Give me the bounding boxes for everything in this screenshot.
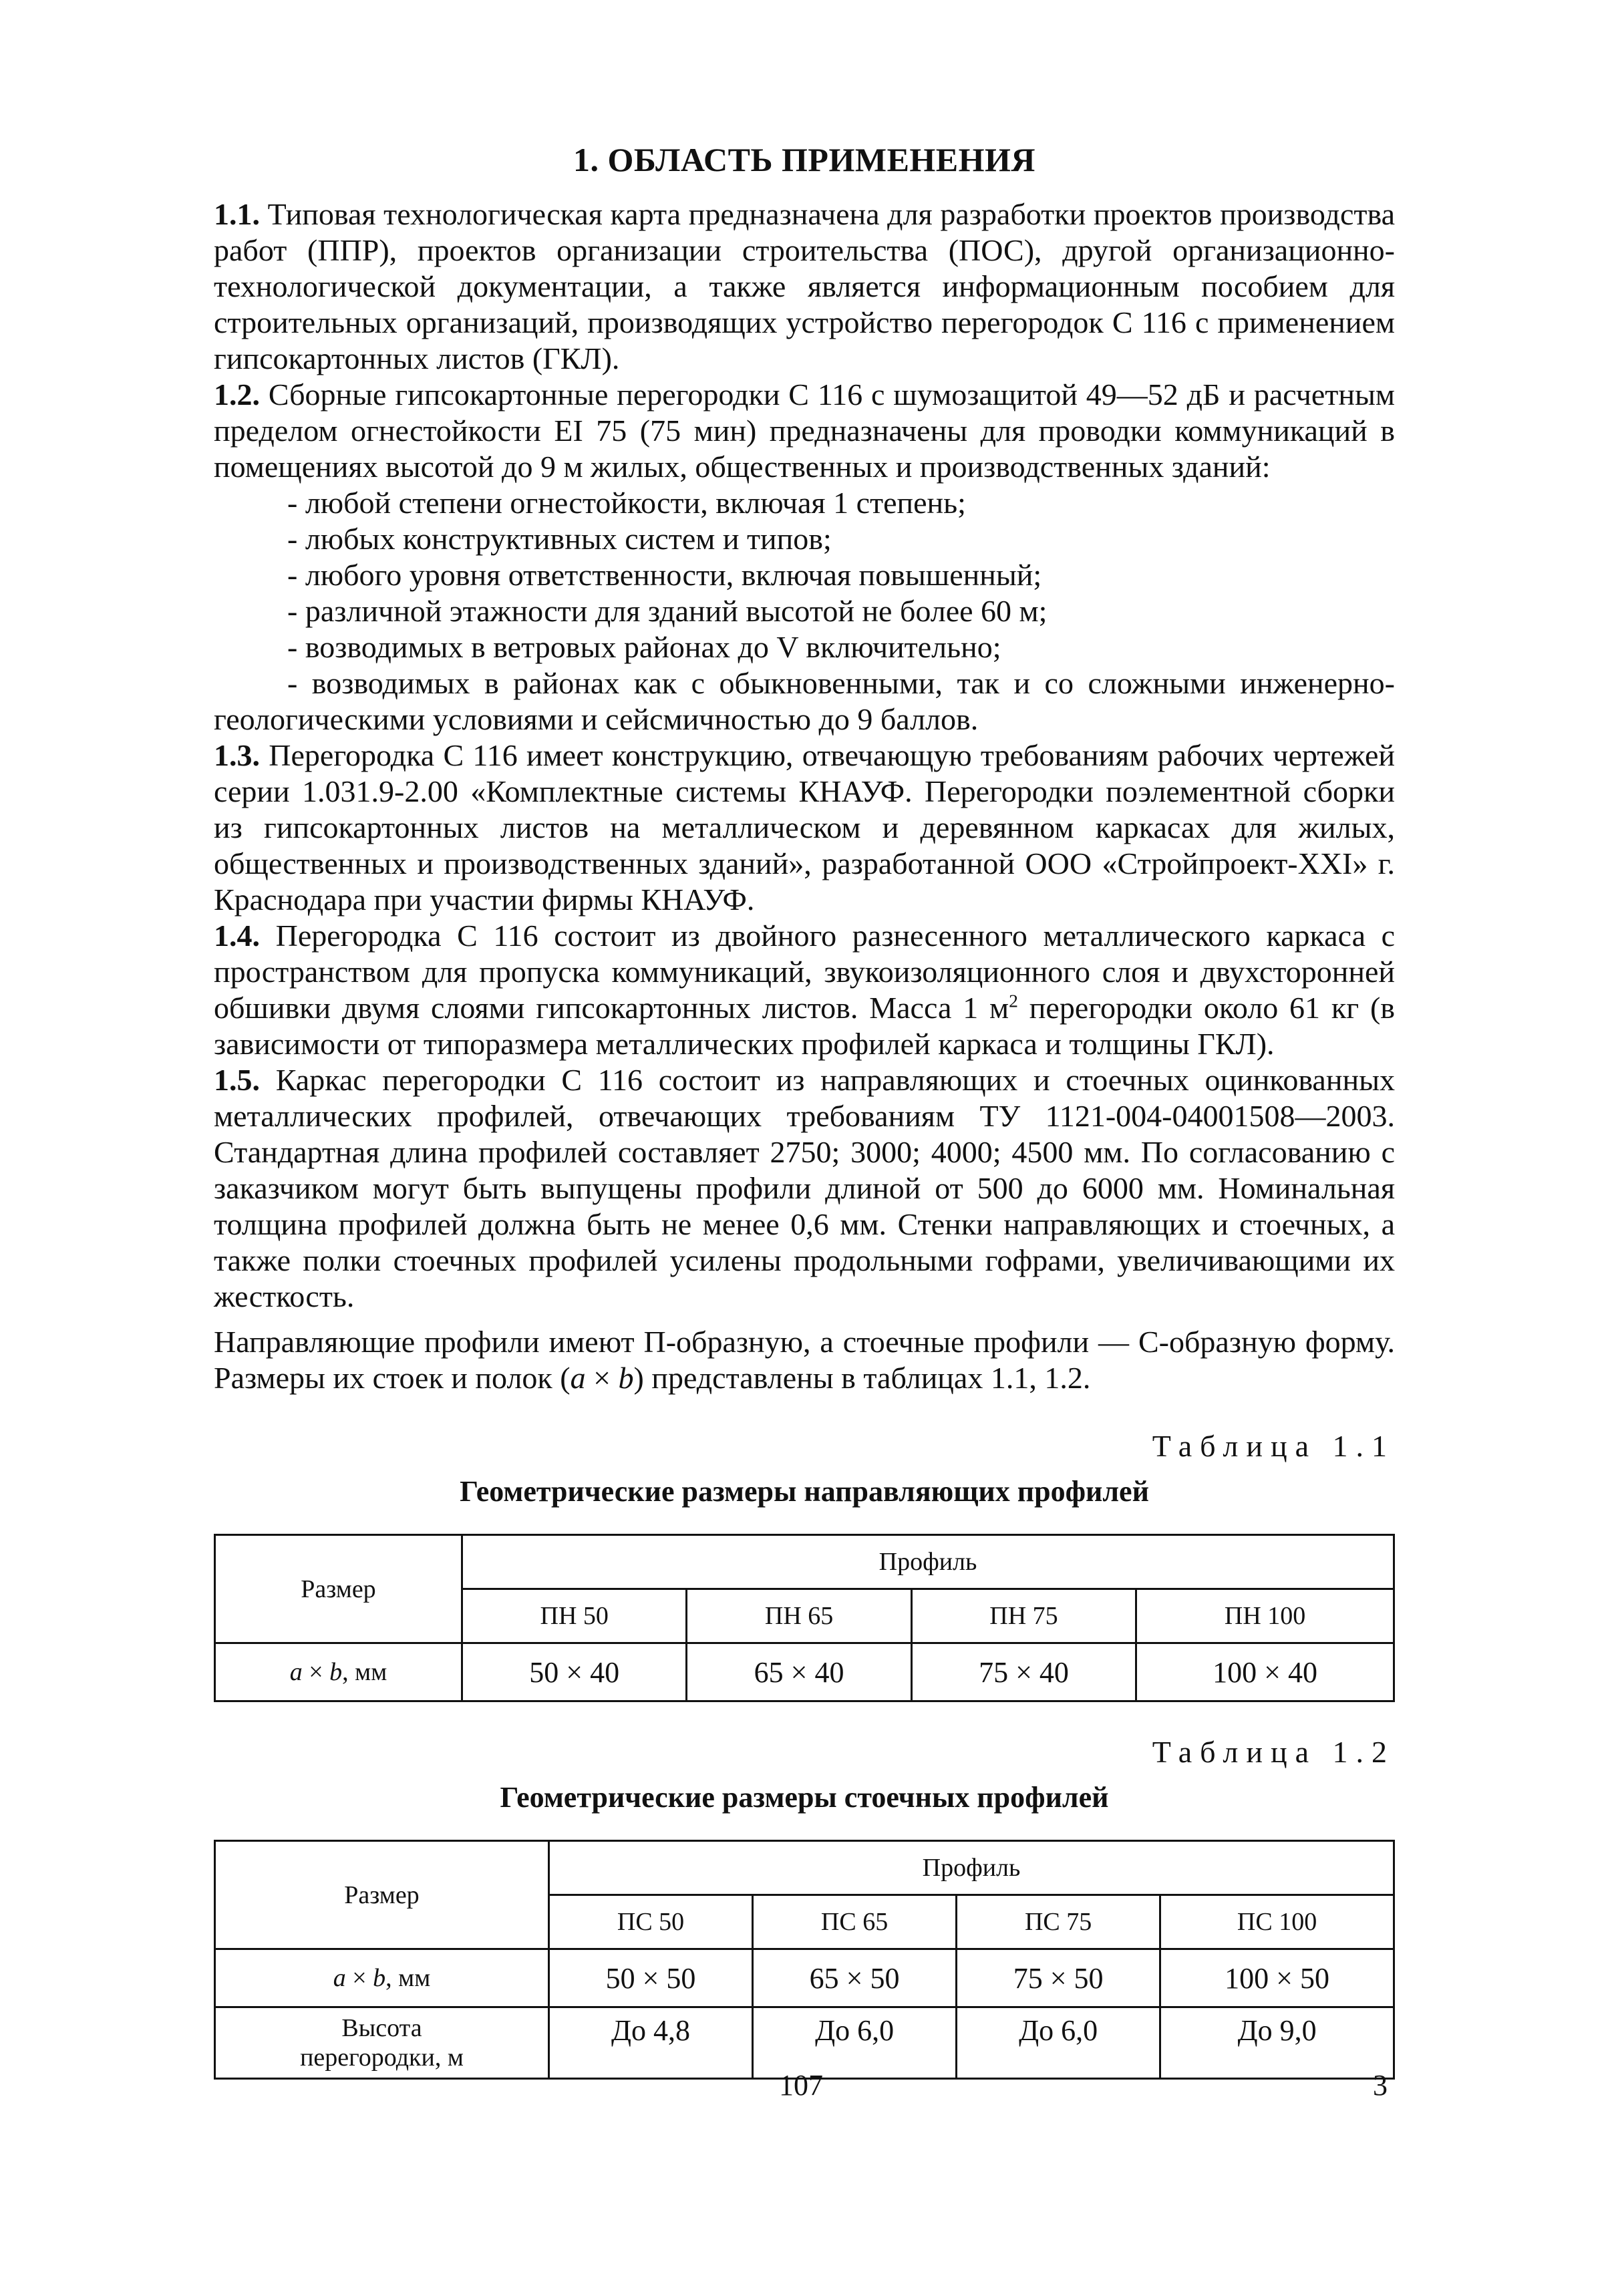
profile-cell: ПС 100 <box>1160 1895 1394 1949</box>
symbol-a: a <box>570 1361 586 1395</box>
page-content <box>214 140 1395 2080</box>
paragraph-1-2 <box>214 377 1395 485</box>
value-cell: 100 × 50 <box>1160 1949 1394 2007</box>
paragraph-1-1 <box>214 196 1395 377</box>
list-item: - возводимых в ветровых районах до V включительно; <box>287 630 1001 664</box>
list-item: - различной этажности для зданий высотой не более 60 м; <box>287 594 1048 628</box>
paragraph-profiles <box>214 1324 1395 1396</box>
paragraph-number: 1.1. <box>214 197 260 231</box>
table-1-2-title: Геометрические размеры стоечных профилей <box>500 1781 1109 1814</box>
value-cell: 100 × 40 <box>1136 1643 1394 1701</box>
table-header-row <box>215 1841 1394 1895</box>
times-sign: × <box>345 1964 373 1992</box>
paragraph-text: Сборные гипсокартонные перегородки С 116 с шумозащитой 49—52 дБ и расчетным пределом огнестойкости EI 75 (75 мин) предназначены для проводки коммуникаций в помещениях высотой до 9 м жилых, общественных и производственных зданий: <box>214 377 1396 484</box>
profile-header: Профиль <box>549 1841 1394 1895</box>
symbol-a: a <box>333 1964 346 1992</box>
table-1-2 <box>214 1840 1395 2080</box>
value-cell: 75 × 40 <box>911 1643 1136 1701</box>
profile-cell: ПН 75 <box>911 1589 1136 1643</box>
list-item: - любых конструктивных систем и типов; <box>287 522 832 556</box>
symbol-b: b <box>329 1658 343 1686</box>
table-row <box>215 1643 1394 1701</box>
paragraph-text: Направляющие профили имеют П-образную, а стоечные профили — С-образную форму. Размеры их стоек и полок ( <box>214 1325 1395 1395</box>
paragraph-text-cont: перегородки около 61 кг (в зависимости от типоразмера металлических профилей каркаса и толщины ГКЛ). <box>214 991 1395 1061</box>
application-list <box>214 485 1395 737</box>
table-1-1-caption: Таблица 1.1 <box>1152 1429 1395 1463</box>
profile-cell: ПН 65 <box>687 1589 911 1643</box>
symbol-a: a <box>289 1658 303 1686</box>
unit: , мм <box>385 1964 431 1992</box>
table-row <box>215 1949 1394 2007</box>
paragraph-number: 1.4. <box>214 919 260 953</box>
size-header: Размер <box>215 1841 549 1949</box>
size-header: Размер <box>215 1535 462 1643</box>
table-1-1-title: Геометрические размеры направляющих профилей <box>460 1475 1149 1508</box>
value-cell: До 6,0 <box>753 2007 957 2079</box>
row-label-ab <box>215 1949 549 2007</box>
paragraph-number: 1.2. <box>214 377 260 412</box>
row-label-line: перегородки, м <box>300 2043 464 2072</box>
list-item: - возводимых в районах как с обыкновенными, так и со сложными инженерно-геологическими условиями и сейсмичностью до 9 баллов. <box>214 666 1395 736</box>
table-1-2-caption: Таблица 1.2 <box>1152 1735 1395 1769</box>
profile-header: Профиль <box>462 1535 1394 1589</box>
paragraph-text: Типовая технологическая карта предназначена для разработки проектов производства работ (ППР), проектов организации строительства (ПОС), другой организационно-технологической документации, а также является информационным пособием для строительных организаций, производящих устройство перегородок С 116 с применением гипсокартонных листов (ГКЛ). <box>214 197 1396 375</box>
paragraph-number: 1.3. <box>214 738 260 772</box>
paragraph-text: Перегородка С 116 имеет конструкцию, отвечающую требованиям рабочих чертежей серии 1.031.9-2.00 «Комплектные системы КНАУФ. Перегородки поэлементной сборки из гипсокартонных листов на металлическом и деревянном каркасах для жилых, общественных и производственных зданий», разработанной ООО «Стройпроект-XXI» г. Краснодара при участии фирмы КНАУФ. <box>214 738 1395 917</box>
profile-cell: ПС 65 <box>753 1895 957 1949</box>
list-item: - любой степени огнестойкости, включая 1 степень; <box>287 486 966 520</box>
unit: , мм <box>342 1658 387 1686</box>
table-1-1 <box>214 1534 1395 1702</box>
profile-cell: ПН 100 <box>1136 1589 1394 1643</box>
table-header-row <box>215 1535 1394 1589</box>
value-cell: До 6,0 <box>957 2007 1160 2079</box>
value-cell: 75 × 50 <box>957 1949 1160 2007</box>
value-cell: 50 × 40 <box>462 1643 687 1701</box>
superscript: 2 <box>1009 990 1018 1011</box>
paragraph-text: Каркас перегородки С 116 состоит из направляющих и стоечных оцинкованных металлических профилей, отвечающих требованиям ТУ 1121-004-04001508—2003. Стандартная длина профилей составляет 2750; 3000; 4000; 4500 мм. По согласованию с заказчиком могут быть выпущены профили длиной от 500 до 6000 мм. Номинальная толщина профилей должна быть не менее 0,6 мм. Стенки направляющих и стоечных, а также полки стоечных профилей усилены продольными гофрами, увеличивающими их жесткость. <box>214 1063 1395 1313</box>
paragraph-1-4 <box>214 918 1395 1062</box>
profile-cell: ПС 75 <box>957 1895 1160 1949</box>
paragraph-text-cont: ) представлены в таблицах 1.1, 1.2. <box>633 1361 1091 1395</box>
paragraph-1-3 <box>214 737 1395 918</box>
page-side-number: 3 <box>1373 2069 1388 2102</box>
row-label-ab <box>215 1643 462 1701</box>
page-number: 107 <box>779 2069 823 2102</box>
value-cell: До 9,0 <box>1160 2007 1394 2079</box>
section-title: 1. ОБЛАСТЬ ПРИМЕНЕНИЯ <box>573 141 1036 178</box>
paragraph-number: 1.5. <box>214 1063 260 1097</box>
times-sign: × <box>302 1658 330 1686</box>
list-item: - любого уровня ответственности, включая повышенный; <box>287 558 1042 592</box>
symbol-b: b <box>373 1964 386 1992</box>
value-cell: 50 × 50 <box>549 1949 753 2007</box>
value-cell: 65 × 50 <box>753 1949 957 2007</box>
profile-cell: ПС 50 <box>549 1895 753 1949</box>
paragraph-text: Перегородка С 116 состоит из двойного разнесенного металлического каркаса с пространством для пропуска коммуникаций, звукоизоляционного слоя и двухсторонней обшивки двумя слоями гипсокартонных листов. Масса 1 м <box>214 919 1396 1025</box>
value-cell: 65 × 40 <box>687 1643 911 1701</box>
value-cell: До 4,8 <box>549 2007 753 2079</box>
paragraph-1-5 <box>214 1062 1395 1315</box>
row-label-line: Высота <box>341 2014 422 2042</box>
profile-cell: ПН 50 <box>462 1589 687 1643</box>
times-sign: × <box>585 1361 619 1395</box>
symbol-b: b <box>618 1361 634 1395</box>
